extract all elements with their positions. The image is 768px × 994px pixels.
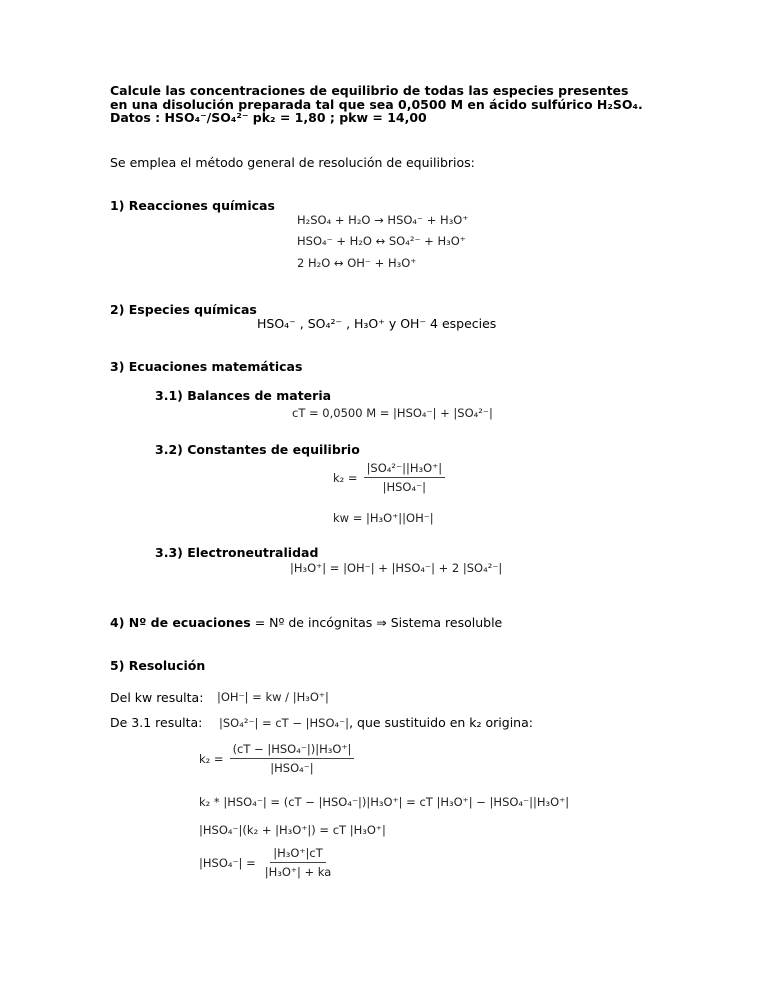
f1-numerator: (cT − |HSO₄⁻|)|H₃O⁺| (230, 742, 355, 759)
section-1-heading: 1) Reacciones químicas (110, 198, 275, 213)
b31-result-tail: , que sustituido en k₂ origina: (349, 715, 533, 730)
k2-expanded-eq: k₂ * |HSO₄⁻| = (cT − |HSO₄⁻|)|H₃O⁺| = cT |H₃O⁺| − |HSO₄⁻||H₃O⁺| (199, 795, 570, 809)
kw-result-label: Del kw resulta: (110, 690, 204, 705)
species-list: HSO₄⁻ , SO₄²⁻ , H₃O⁺ y OH⁻ 4 especies (257, 316, 497, 331)
reaction-3: 2 H₂O ↔ OH⁻ + H₃O⁺ (297, 256, 417, 270)
section-3-3-heading: 3.3) Electroneutralidad (155, 545, 319, 560)
f1-lhs: k₂ = (199, 751, 224, 766)
mass-balance-eq: cT = 0,0500 M = |HSO₄⁻| + |SO₄²⁻| (292, 406, 493, 420)
b31-result-line (219, 715, 533, 731)
b31-result-eq: |SO₄²⁻| = cT − |HSO₄⁻| (219, 716, 350, 730)
reaction-1: H₂SO₄ + H₂O → HSO₄⁻ + H₃O⁺ (297, 213, 469, 227)
section-3-2-heading: 3.2) Constantes de equilibrio (155, 442, 360, 457)
problem-line-2: en una disolución preparada tal que sea 0,0500 M en ácido sulfúrico H₂SO₄. (110, 97, 643, 112)
hso4-factored-eq: |HSO₄⁻|(k₂ + |H₃O⁺|) = cT |H₃O⁺| (199, 823, 386, 837)
k2-lhs: k₂ = (333, 470, 358, 485)
k2-numerator: |SO₄²⁻||H₃O⁺| (364, 461, 446, 478)
f2-denominator: |H₃O⁺| + ka (264, 865, 332, 879)
f2-lhs: |HSO₄⁻| = (199, 855, 256, 870)
section-5-heading: 5) Resolución (110, 658, 206, 673)
problem-data: Datos : HSO₄⁻/SO₄²⁻ pk₂ = 1,80 ; pkw = 14,00 (110, 110, 427, 125)
k2-substituted (199, 742, 354, 775)
k2-equation (333, 461, 445, 494)
section-3-1-heading: 3.1) Balances de materia (155, 388, 332, 403)
section-4-heading: 4) Nº de ecuaciones (110, 615, 251, 630)
hso4-solution (199, 846, 334, 879)
section-3-heading: 3) Ecuaciones matemáticas (110, 359, 303, 374)
section-4-line (110, 615, 502, 630)
k2-denominator: |HSO₄⁻| (382, 480, 427, 494)
kw-result-eq: |OH⁻| = kw / |H₃O⁺| (217, 690, 329, 704)
problem-line-1: Calcule las concentraciones de equilibrio de todas las especies presentes (110, 83, 629, 98)
section-2-heading: 2) Especies químicas (110, 302, 257, 317)
section-4-text: = Nº de incógnitas ⇒ Sistema resoluble (250, 615, 503, 630)
kw-equation: kw = |H₃O⁺||OH⁻| (333, 511, 434, 525)
electroneutrality-eq: |H₃O⁺| = |OH⁻| + |HSO₄⁻| + 2 |SO₄²⁻| (290, 561, 503, 575)
intro-text: Se emplea el método general de resolución de equilibrios: (110, 155, 475, 170)
f2-numerator: |H₃O⁺|cT (270, 846, 325, 863)
reaction-2: HSO₄⁻ + H₂O ↔ SO₄²⁻ + H₃O⁺ (297, 234, 466, 248)
b31-result-label: De 3.1 resulta: (110, 715, 203, 730)
f1-denominator: |HSO₄⁻| (270, 761, 314, 775)
